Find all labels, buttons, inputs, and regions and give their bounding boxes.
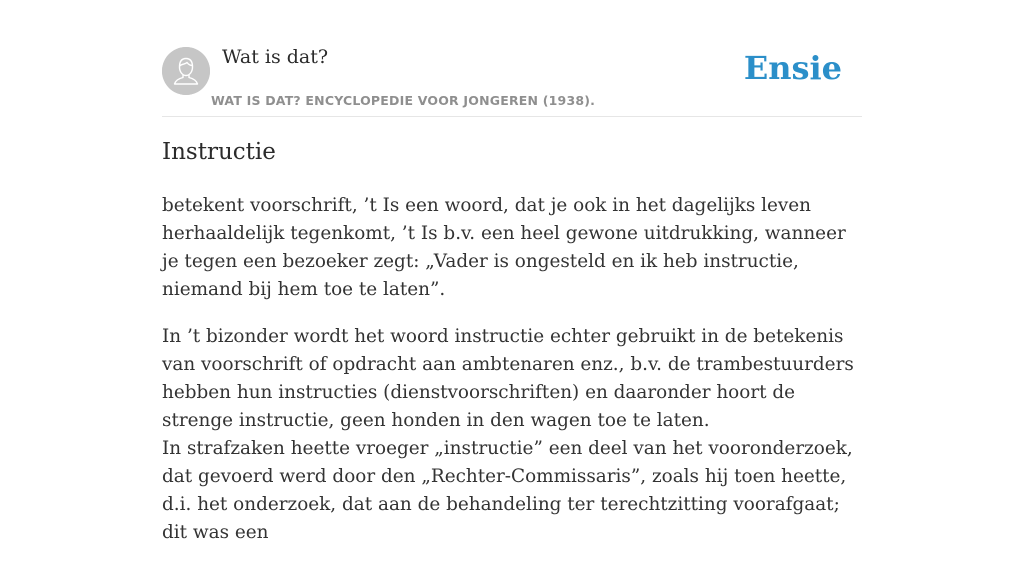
source-title[interactable]: Wat is dat? — [222, 46, 329, 68]
article-paragraph-1: betekent voorschrift, ’t Is een woord, dat je ook in het dagelijks leven herhaaldelijk tegenkomt, ’t Is b.v. een heel gewone uitdrukking, wanneer je tegen een bezoeker zegt: „Vader is ongesteld en ik heb instructie, niemand bij hem toe te laten”. — [162, 195, 846, 300]
article-paragraph-2-part-a: In ’t bizonder wordt het woord instructie echter gebruikt in de betekenis van voorschrift of opdracht aan ambtenaren enz., b.v. de trambestuurders hebben hun instructies (dienstvoorschriften) en daaronder hoort de strenge instructie, geen honden in den wagen toe te laten. — [162, 326, 854, 431]
source-subtitle[interactable]: WAT IS DAT? ENCYCLOPEDIE VOOR JONGEREN (1938). — [211, 93, 596, 108]
article-paragraph-2 — [162, 323, 866, 547]
article-body — [162, 192, 866, 566]
user-avatar-icon[interactable] — [162, 47, 210, 95]
ensie-logo[interactable]: Ensie — [743, 49, 842, 87]
decorative-fade — [964, 432, 1024, 512]
article-paragraph-2-part-b: In strafzaken heette vroeger „instructie” een deel van het vooronderzoek, dat gevoerd werd door den „Rechter-Commissaris”, zoals hij toen heette, d.i. het onderzoek, dat aan de behandeling ter terechtzitting voorafgaat; dit was een — [162, 438, 853, 543]
article-heading: Instructie — [162, 139, 276, 165]
source-header — [162, 46, 862, 117]
